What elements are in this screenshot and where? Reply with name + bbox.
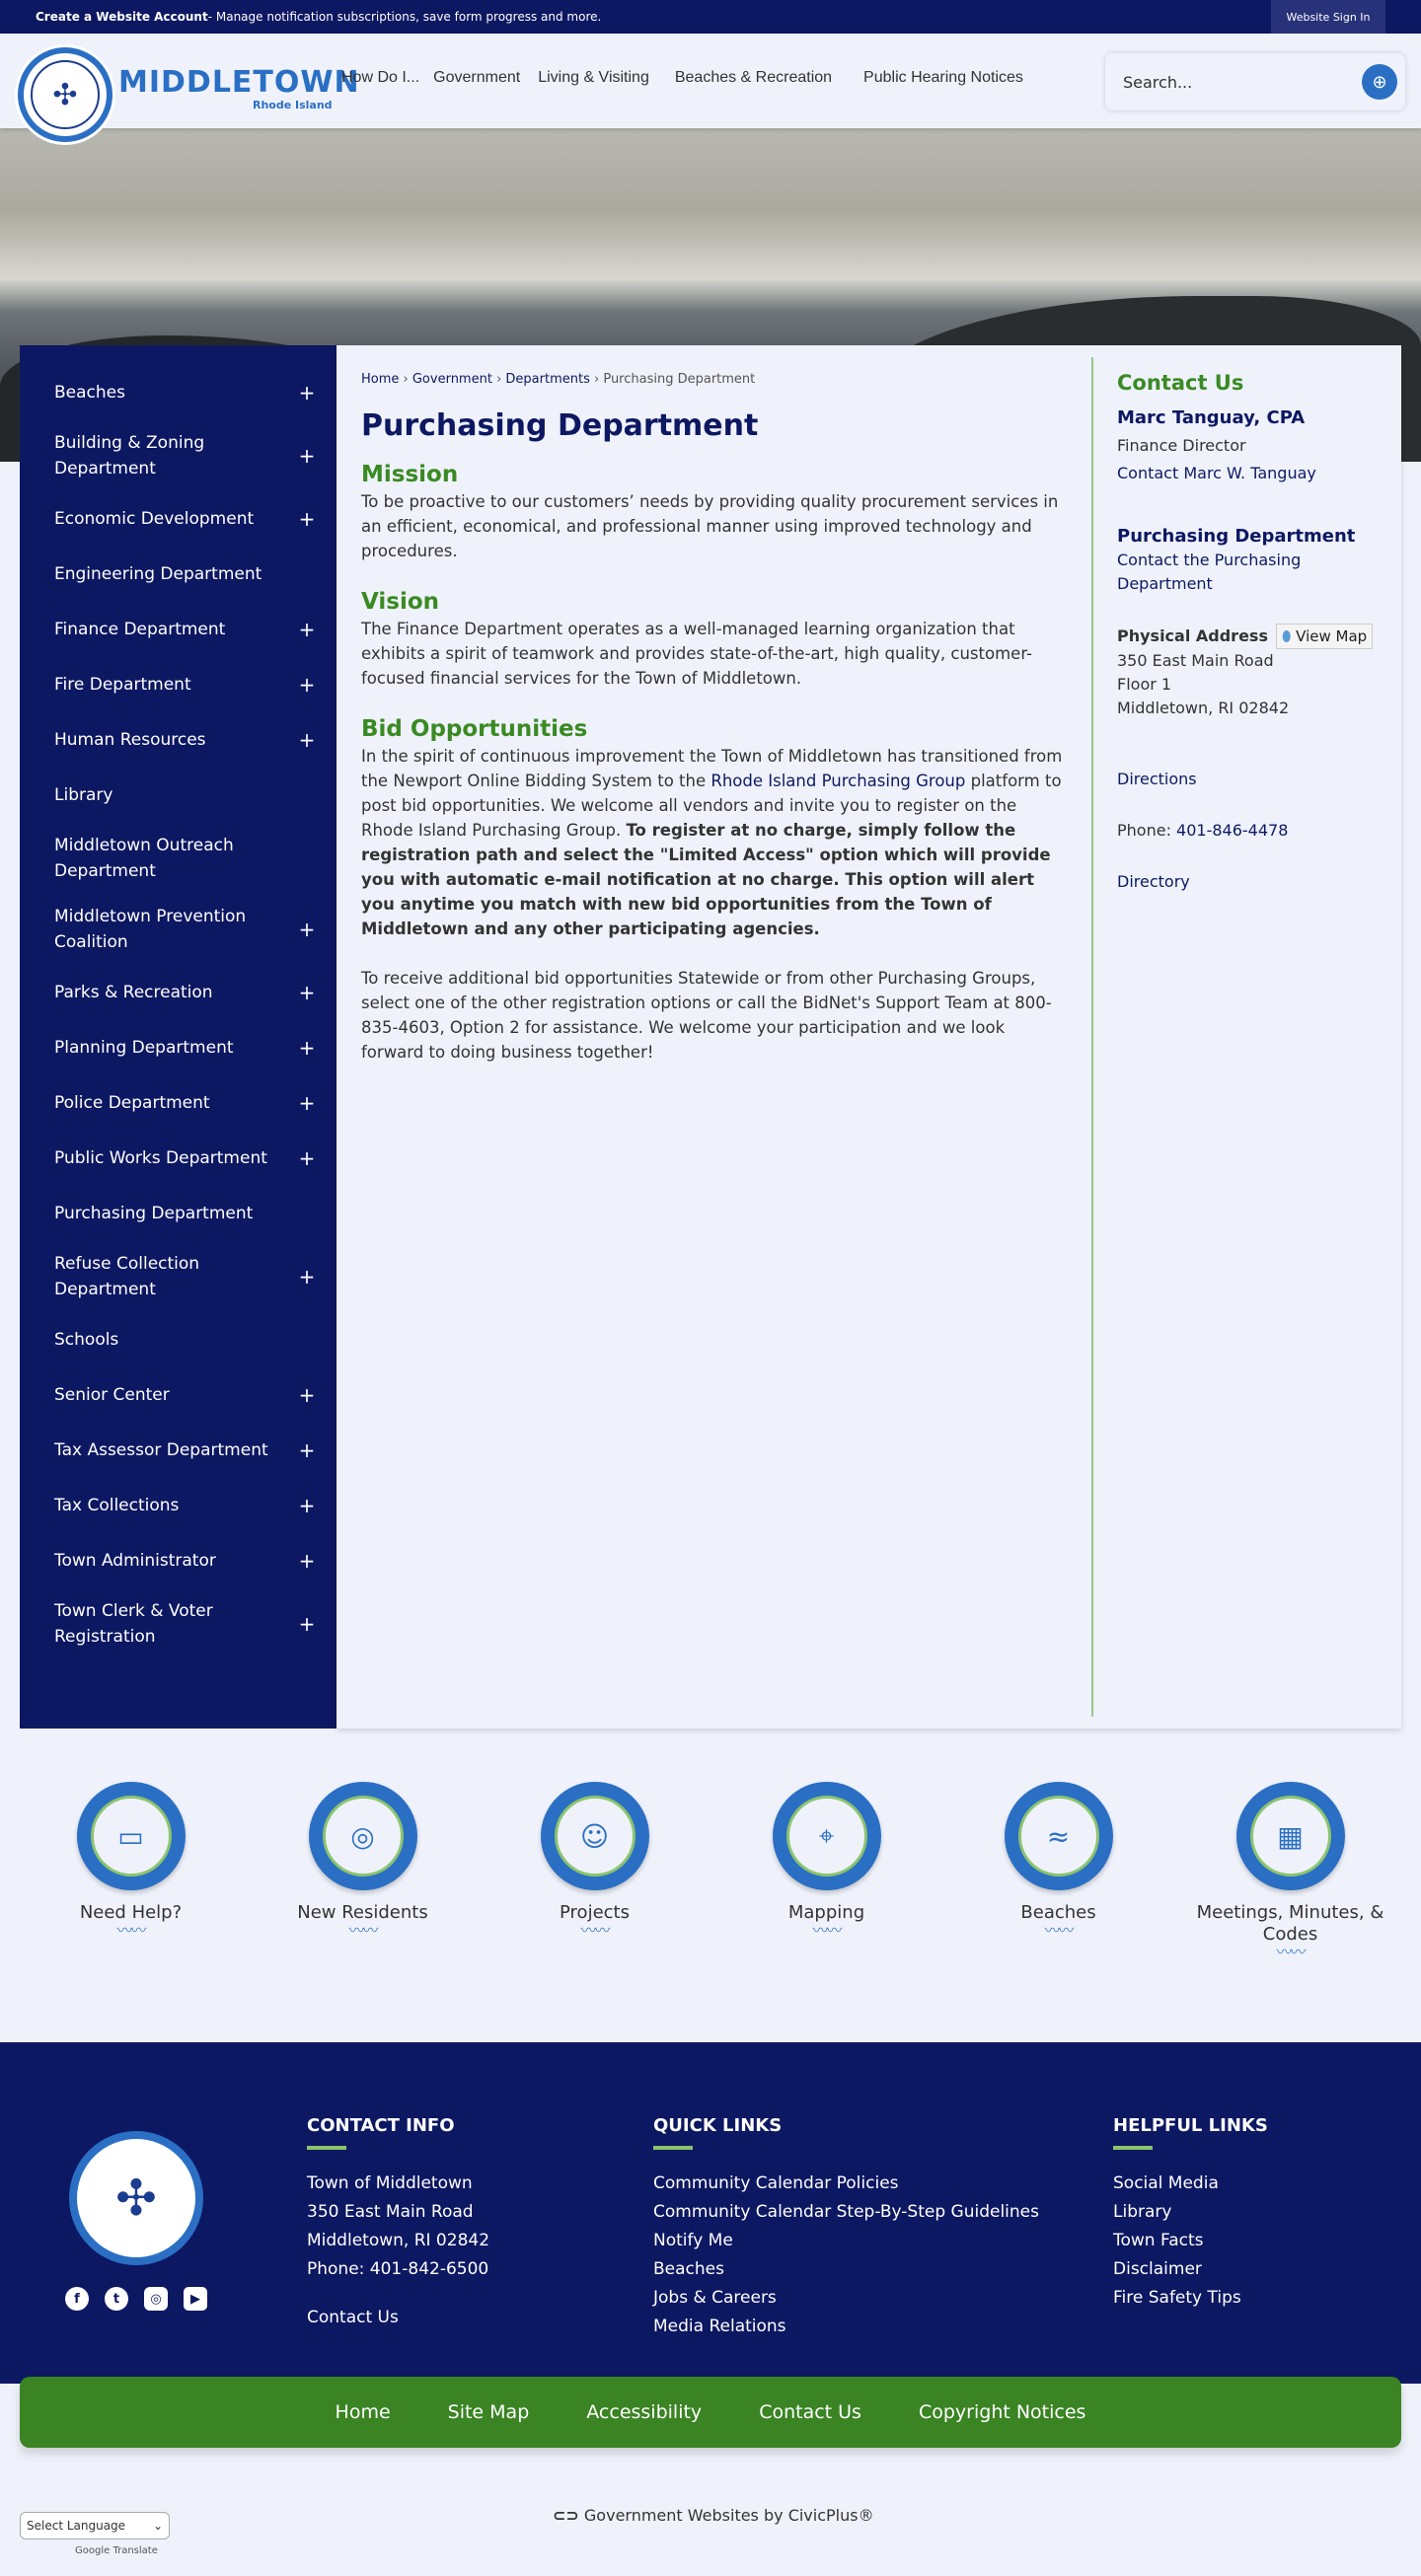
- breadcrumb-separator: ›: [589, 372, 604, 387]
- sidebar-item[interactable]: [20, 965, 337, 1020]
- wave-decoration-icon: 〰〰: [116, 1921, 145, 1940]
- footer-helpful-link[interactable]: Library: [1113, 2202, 1172, 2222]
- footer-bottom-nav: [20, 2377, 1401, 2448]
- expand-plus-icon[interactable]: +: [298, 728, 316, 752]
- sidebar-item-label: Parks & Recreation: [54, 983, 213, 1002]
- view-map-button[interactable]: [1276, 624, 1373, 649]
- nav-living-visiting[interactable]: Living & Visiting: [538, 69, 649, 86]
- icon-circle: [1236, 1782, 1345, 1890]
- expand-plus-icon[interactable]: +: [298, 981, 316, 1004]
- breadcrumb-government[interactable]: Government: [411, 372, 492, 387]
- contact-sidebar: [1091, 357, 1387, 1717]
- sidebar-item[interactable]: [20, 1186, 337, 1241]
- bid-text: [361, 744, 1072, 941]
- heading-underline: [307, 2146, 346, 2150]
- search-box[interactable]: [1105, 53, 1405, 110]
- icon-circle: [309, 1782, 417, 1890]
- nav-beaches-recreation[interactable]: Beaches & Recreation: [674, 69, 833, 86]
- sidebar-item-label: Purchasing Department: [54, 1204, 254, 1223]
- footer-quick-links: [653, 2111, 1039, 2341]
- icon-circle: [773, 1782, 881, 1890]
- footer-contact-line: Phone: 401-842-6500: [307, 2259, 489, 2279]
- civicplus-credit: [553, 2506, 874, 2525]
- social-links: [65, 2287, 207, 2311]
- town-seal-logo[interactable]: [18, 47, 112, 142]
- sidebar-item[interactable]: [20, 1020, 337, 1075]
- expand-plus-icon[interactable]: +: [298, 381, 316, 405]
- page-title: Purchasing Department: [361, 408, 759, 443]
- quick-link-label: New Residents: [297, 1902, 428, 1923]
- quick-icons-row: [0, 1782, 1421, 1959]
- bid-additional-text: To receive additional bid opportunities Statewide or from other Purchasing Groups, select one of the other registration options or call the BidNet's Support Team at 800-835-4603, Option 2 for assistance. We welcome your participation and we look forward to doing business together!: [361, 969, 1052, 1062]
- footer-contact-line: 350 East Main Road: [307, 2202, 474, 2222]
- mission-text: To be proactive to our customers’ needs by providing quality procurement services in an efficient, economical, and professional manner using improved technology and procedures.: [361, 492, 1059, 560]
- sidebar-item[interactable]: [20, 657, 337, 712]
- twitter-icon[interactable]: t: [105, 2287, 128, 2311]
- sidebar-item[interactable]: [20, 823, 337, 894]
- address-label: Physical Address: [1117, 626, 1268, 645]
- create-account-link[interactable]: Create a Website Account: [36, 10, 208, 24]
- expand-plus-icon[interactable]: +: [298, 1036, 316, 1060]
- bid-registration-note: To register at no charge, simply follow the registration path and select the "Limited Access" option which will provide you with automatic e-mail notification at no charge. This option will alert you anytime you match with new bid opportunities from the Town of Middletown and any other participating agencies.: [361, 821, 1051, 938]
- expand-plus-icon[interactable]: +: [298, 1549, 316, 1573]
- bottom-nav-link[interactable]: Home: [335, 2401, 391, 2423]
- nav-government[interactable]: Government: [433, 69, 521, 86]
- sidebar-item[interactable]: [20, 1423, 337, 1478]
- address-label-row: [1117, 624, 1387, 649]
- map-icon: ⌖: [786, 1796, 867, 1877]
- sidebar-item-label: Tax Collections: [54, 1496, 180, 1515]
- bottom-nav-link[interactable]: Site Map: [447, 2401, 530, 2423]
- quick-link-label: Need Help?: [79, 1902, 183, 1923]
- expand-plus-icon[interactable]: +: [298, 618, 316, 641]
- footer-contact-line: Middletown, RI 02842: [307, 2231, 490, 2250]
- footer-quick-link[interactable]: Beaches: [653, 2259, 724, 2279]
- footer-contact-heading: CONTACT INFO: [307, 2115, 455, 2136]
- sidebar-item[interactable]: [20, 1241, 337, 1312]
- sidebar-item[interactable]: [20, 420, 337, 491]
- civicplus-icon: ⊂⊃: [553, 2506, 579, 2525]
- expand-plus-icon[interactable]: +: [298, 1146, 316, 1170]
- icon-circle: [541, 1782, 649, 1890]
- quick-link-label: Projects: [560, 1902, 630, 1923]
- instagram-icon[interactable]: ◎: [144, 2287, 168, 2311]
- new-resident-icon: ◎: [323, 1796, 404, 1877]
- expand-plus-icon[interactable]: +: [298, 507, 316, 531]
- search-icon[interactable]: ⊕: [1362, 64, 1397, 100]
- sidebar-item[interactable]: [20, 1075, 337, 1131]
- footer-quick-link[interactable]: Community Calendar Policies: [653, 2173, 899, 2193]
- footer-quick-link[interactable]: Media Relations: [653, 2317, 786, 2336]
- breadcrumb-separator: ›: [491, 372, 506, 387]
- quick-link-label: Meetings, Minutes, & Codes: [1196, 1902, 1384, 1945]
- main-panel: [337, 345, 1401, 1729]
- main-content: [361, 367, 1072, 1065]
- sidebar-item-label: Engineering Department: [54, 564, 262, 584]
- sidebar-item[interactable]: [20, 602, 337, 657]
- sidebar-item[interactable]: [20, 712, 337, 768]
- address-line: Floor 1: [1117, 675, 1172, 694]
- sidebar-item-label: Library: [54, 785, 113, 805]
- sidebar-item[interactable]: [20, 1131, 337, 1186]
- breadcrumb-current: Purchasing Department: [603, 372, 756, 387]
- chat-bubbles-icon: ☺: [555, 1796, 636, 1877]
- icon-circle: [77, 1782, 186, 1890]
- phone-row: [1117, 819, 1387, 843]
- ri-purchasing-group-link[interactable]: Rhode Island Purchasing Group: [710, 772, 966, 790]
- vision-text: The Finance Department operates as a well-managed learning organization that exhibits a spirit of teamwork and provides state-of-the-art, high quality, customer-focused financial services for the Town of Middletown.: [361, 620, 1032, 688]
- footer-helpful-heading: HELPFUL LINKS: [1113, 2115, 1268, 2136]
- quick-link-map[interactable]: [710, 1782, 942, 1959]
- footer-helpful-link[interactable]: Town Facts: [1113, 2231, 1204, 2250]
- expand-plus-icon[interactable]: +: [298, 1383, 316, 1407]
- footer-helpful-link[interactable]: Social Media: [1113, 2173, 1219, 2193]
- calendar-edit-icon: ▦: [1250, 1796, 1331, 1877]
- breadcrumb-home[interactable]: Home: [361, 372, 400, 387]
- footer-quick-link[interactable]: Jobs & Careers: [653, 2288, 777, 2308]
- sidebar-item-label: Economic Development: [54, 509, 255, 529]
- sidebar-item-label: Human Resources: [54, 730, 206, 750]
- youtube-icon[interactable]: ▶: [184, 2287, 207, 2311]
- sidebar-item[interactable]: [20, 547, 337, 602]
- sidebar-item-label: Town Administrator: [54, 1551, 216, 1571]
- site-footer: [0, 2042, 1421, 2384]
- site-header: [0, 34, 1421, 128]
- main-nav: [341, 69, 1023, 87]
- sidebar-item[interactable]: [20, 1478, 337, 1533]
- vision-heading: Vision: [361, 589, 440, 615]
- wave-decoration-icon: 〰〰: [348, 1921, 377, 1940]
- brand-name[interactable]: MIDDLETOWN: [118, 65, 360, 100]
- bid-heading: Bid Opportunities: [361, 716, 588, 742]
- google-translate-label: Google Translate: [75, 2545, 158, 2556]
- contact-person-link[interactable]: Contact Marc W. Tanguay: [1117, 464, 1316, 482]
- civicplus-link[interactable]: CivicPlus®: [787, 2506, 874, 2525]
- mission-heading: Mission: [361, 462, 459, 487]
- sidebar-item[interactable]: [20, 1533, 337, 1588]
- sidebar-item-label: Building & Zoning Department: [54, 433, 205, 478]
- quick-link-chat-bubbles[interactable]: [479, 1782, 710, 1959]
- expand-plus-icon[interactable]: +: [298, 1091, 316, 1115]
- footer-contact-info: [307, 2111, 489, 2332]
- phone-label: Phone:: [1117, 821, 1177, 840]
- wave-decoration-icon: 〰〰: [812, 1921, 841, 1940]
- sidebar-item[interactable]: [20, 1367, 337, 1423]
- language-select[interactable]: [20, 2512, 170, 2539]
- wave-decoration-icon: 〰〰: [1276, 1943, 1305, 1961]
- expand-plus-icon[interactable]: +: [298, 1612, 316, 1636]
- website-sign-in-button[interactable]: Website Sign In: [1271, 0, 1385, 34]
- bid-text-part: In the spirit of continuous improvement the Town of Middletown has transitioned from the Newport Online Bidding System to the: [361, 747, 1063, 790]
- heading-underline: [653, 2146, 693, 2150]
- bottom-nav-link[interactable]: Contact Us: [759, 2401, 861, 2423]
- sidebar-item[interactable]: [20, 491, 337, 547]
- footer-quick-link[interactable]: Community Calendar Step-By-Step Guidelines: [653, 2202, 1039, 2222]
- sidebar-item-label: Planning Department: [54, 1038, 234, 1058]
- chevron-down-icon: ⌄: [152, 2519, 163, 2533]
- heading-underline: [1113, 2146, 1153, 2150]
- quick-link-wave[interactable]: [942, 1782, 1174, 1959]
- footer-contact-line: Town of Middletown: [307, 2173, 473, 2193]
- footer-helpful-link[interactable]: Disclaimer: [1113, 2259, 1202, 2279]
- sidebar-item-label: Senior Center: [54, 1385, 170, 1405]
- sidebar-item[interactable]: [20, 365, 337, 420]
- language-select-label: Select Language: [27, 2519, 126, 2533]
- breadcrumb-departments[interactable]: Departments: [505, 372, 590, 387]
- sidebar-item-label: Police Department: [54, 1093, 210, 1113]
- quick-link-label: Beaches: [1020, 1902, 1096, 1923]
- bottom-nav-link[interactable]: Copyright Notices: [918, 2401, 1086, 2423]
- sidebar-item-label: Refuse Collection Department: [54, 1254, 200, 1299]
- account-description: - Manage notification subscriptions, save form progress and more.: [207, 10, 602, 24]
- breadcrumb-separator: ›: [399, 372, 412, 387]
- sidebar-item-label: Schools: [54, 1330, 119, 1350]
- address-line: Middletown, RI 02842: [1117, 699, 1290, 717]
- footer-helpful-links: [1113, 2111, 1268, 2313]
- directory-link[interactable]: Directory: [1117, 872, 1190, 891]
- icon-circle: [1005, 1782, 1113, 1890]
- contact-heading: Contact Us: [1117, 371, 1244, 395]
- facebook-icon[interactable]: f: [65, 2287, 89, 2311]
- sidebar-item-label: Town Clerk & Voter Registration: [54, 1601, 213, 1647]
- quick-link-calendar-edit[interactable]: [1174, 1782, 1406, 1959]
- sidebar-item-label: Finance Department: [54, 620, 226, 639]
- wave-decoration-icon: 〰〰: [580, 1921, 609, 1940]
- quick-link-help-device[interactable]: [15, 1782, 247, 1959]
- sidebar-item-label: Beaches: [54, 383, 125, 403]
- footer-contact-us-link[interactable]: Contact Us: [307, 2308, 399, 2327]
- footer-helpful-link[interactable]: Fire Safety Tips: [1113, 2288, 1241, 2308]
- sidebar-item-label: Middletown Outreach Department: [54, 836, 234, 881]
- top-bar: [0, 0, 1421, 34]
- quick-link-new-resident[interactable]: [247, 1782, 479, 1959]
- expand-plus-icon[interactable]: +: [298, 1438, 316, 1462]
- quick-link-label: Mapping: [787, 1902, 865, 1923]
- civic-text: Government Websites by: [583, 2506, 788, 2525]
- nav-how-do-i[interactable]: How Do I...: [341, 69, 420, 86]
- directions-link[interactable]: Directions: [1117, 770, 1197, 788]
- windmill-icon: ✣: [31, 60, 100, 129]
- footer-town-seal: ✣: [69, 2131, 203, 2265]
- expand-plus-icon[interactable]: +: [298, 918, 316, 941]
- dept-name: Purchasing Department: [1117, 526, 1356, 547]
- footer-quick-link[interactable]: Notify Me: [653, 2231, 733, 2250]
- sidebar-item[interactable]: [20, 768, 337, 823]
- footer-quick-heading: QUICK LINKS: [653, 2115, 783, 2136]
- address-line: 350 East Main Road: [1117, 651, 1274, 670]
- expand-plus-icon[interactable]: +: [298, 673, 316, 697]
- search-input[interactable]: Search...: [1123, 72, 1193, 92]
- brand-subtitle: Rhode Island: [253, 99, 333, 111]
- sidebar-item[interactable]: [20, 894, 337, 965]
- department-sidebar: [20, 345, 337, 1729]
- sidebar-item-label: Fire Department: [54, 675, 191, 695]
- contact-dept-link[interactable]: Contact the Purchasing Department: [1117, 551, 1302, 593]
- bid-text-part: platform to post bid opportunities. We welcome all vendors and invite you to register on the Rhode Island Purchasing Group.: [361, 772, 1062, 840]
- wave-decoration-icon: 〰〰: [1044, 1921, 1073, 1940]
- expand-plus-icon[interactable]: +: [298, 1265, 316, 1288]
- map-pin-icon: ⬮: [1281, 627, 1292, 645]
- phone-link[interactable]: 401-846-4478: [1176, 821, 1289, 840]
- wave-icon: ≈: [1018, 1796, 1099, 1877]
- expand-plus-icon[interactable]: +: [298, 1494, 316, 1517]
- view-map-label: View Map: [1296, 627, 1368, 645]
- help-device-icon: ▭: [91, 1796, 172, 1877]
- breadcrumb: [361, 367, 1072, 392]
- contact-role: Finance Director: [1117, 436, 1246, 455]
- sidebar-item-label: Middletown Prevention Coalition: [54, 907, 247, 952]
- bottom-nav-link[interactable]: Accessibility: [586, 2401, 703, 2423]
- sidebar-item-label: Public Works Department: [54, 1148, 267, 1168]
- sidebar-item[interactable]: [20, 1312, 337, 1367]
- sidebar-item[interactable]: [20, 1588, 337, 1659]
- nav-public-hearing-notices[interactable]: Public Hearing Notices: [863, 69, 1023, 86]
- contact-name: Marc Tanguay, CPA: [1117, 407, 1306, 428]
- expand-plus-icon[interactable]: +: [298, 444, 316, 468]
- sidebar-item-label: Tax Assessor Department: [54, 1440, 268, 1460]
